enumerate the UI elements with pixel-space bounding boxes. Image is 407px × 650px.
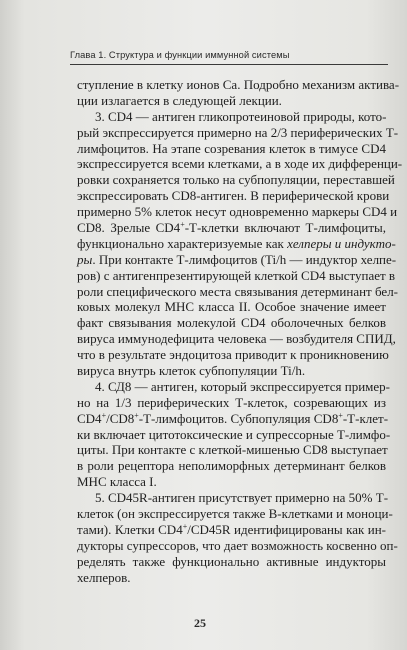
text-line: ределять также функционально активные индукторы [77, 553, 386, 569]
header-rule [70, 64, 388, 65]
text-line: экспрессируется всеми клетками, а в ходе их дифференци- [77, 156, 403, 172]
text-line: тами). Клетки CD4+/CD45R идентифицированы как ин- [77, 521, 386, 537]
text-line: ковых молекул МНС класса II. Особое значение имеет [77, 299, 386, 315]
running-header: Глава 1. Структура и функции иммунной системы [70, 50, 290, 60]
text-line: 3. CD4 — антиген гликопротеиновой природы, кото- [95, 108, 387, 124]
text-line: что в результате эндоцитоза приводит к проникновению [77, 347, 389, 363]
text-line: примерно 5% клеток несут одновременно маркеры CD4 и [77, 204, 398, 220]
text-line: но на 1/3 периферических Т-клеток, созревающих из [77, 394, 386, 410]
text-line: хелперов. [77, 569, 131, 585]
text-line: CD4+/CD8+-Т-лимфоцитов. Субпопуляция CD8+-Т-клет- [77, 410, 389, 426]
page-number: 25 [194, 616, 206, 630]
text-line: рый экспрессируется примерно на 2/3 периферических Т- [77, 124, 399, 140]
text-line: ры. При контакте Т-лимфоцитов (Ti/h — индуктор хелпе- [77, 251, 397, 267]
text-line: МНС класса I. [77, 474, 157, 490]
text-line: ки включает цитотоксические и супрессорные Т-лимфо- [77, 426, 391, 442]
text-line: ров) с антигенпрезентирующей клеткой CD4 выступает в [77, 267, 396, 283]
text-line: CD8. Зрелые CD4+-Т-клетки включают Т-лимфоциты, [77, 220, 386, 236]
text-line: 5. CD45R-антиген присутствует примерно на 50% Т- [95, 490, 389, 506]
text-line: в роли рецептора неполиморфных детерминант белков [77, 458, 386, 474]
text-line: лимфоцитов. На этапе созревания клеток в тимусе CD4 [77, 140, 386, 156]
text-line: 4. СД8 — антиген, который экспрессируется пример- [95, 378, 390, 394]
text-line: дукторы супрессоров, что дает возможность косвенно оп- [77, 537, 398, 553]
text-line: роли специфического места связывания детерминант бел- [77, 283, 399, 299]
text-line: экспрессировать CD8-антиген. В периферической крови [77, 188, 390, 204]
text-line: ступление в клетку ионов Са. Подробно механизм актива- [77, 77, 400, 92]
text-line: ровки сохраняется только на субпопуляции, переставшей [77, 172, 395, 188]
text-line: ции излагается в следующей лекции. [77, 92, 282, 108]
text-line: факт связывания молекулой CD4 оболочечных белков [77, 315, 386, 331]
page-body [77, 77, 403, 586]
text-line: клеток (он экспрессируется также В-клетками и моноци- [77, 506, 393, 522]
text-line: циты. При контакте с клеткой-мишенью CD8 выступает [77, 442, 388, 458]
text-line: вируса внутрь клеток субпопуляции Ti/h. [77, 363, 306, 379]
text-line: вируса иммунодефицита человека — возбудителя СПИД, [77, 331, 396, 347]
text-line: функционально характеризуемые как хелперы и индукто- [77, 235, 396, 251]
